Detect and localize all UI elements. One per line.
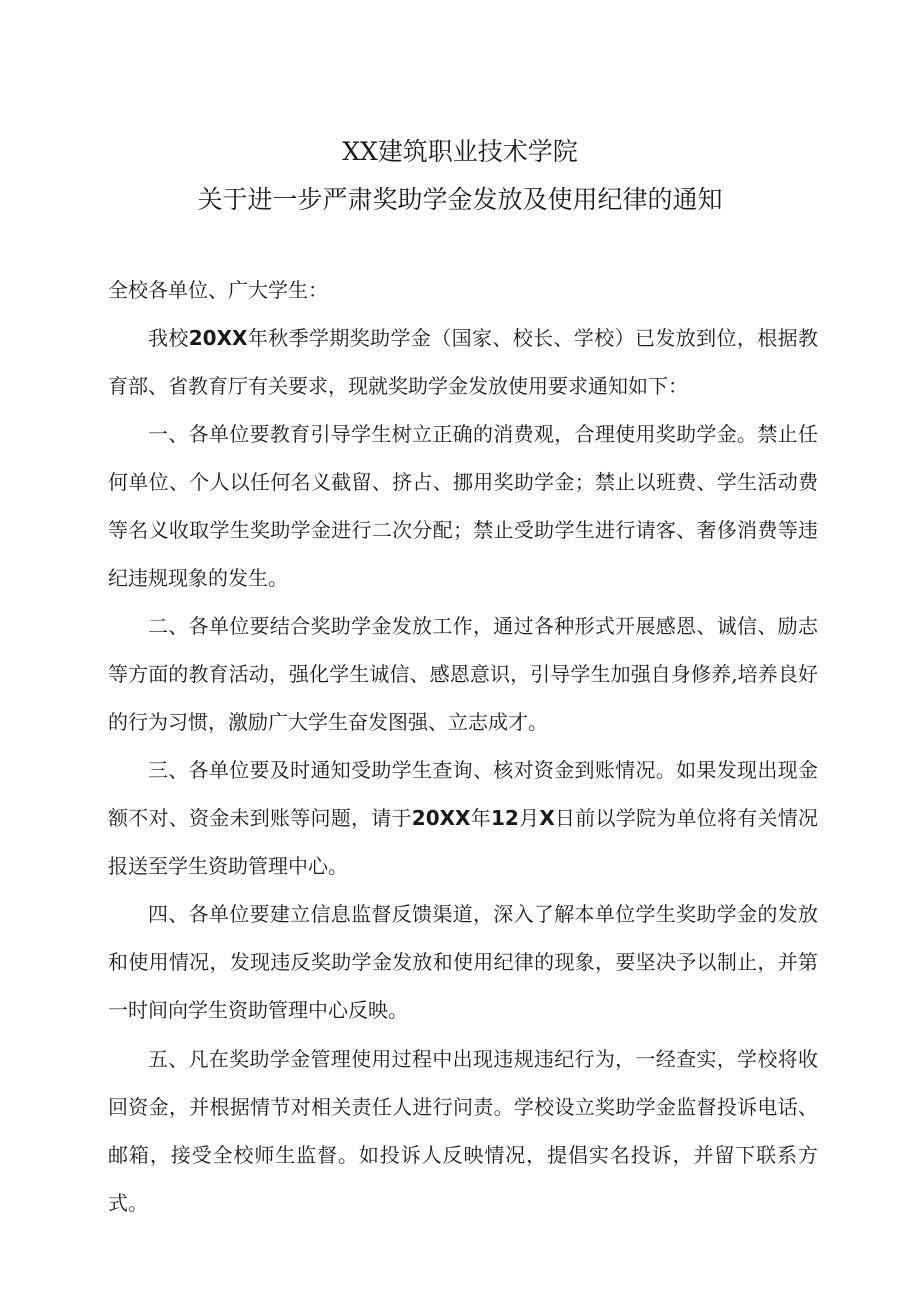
item-3-paragraph <box>108 746 818 890</box>
intro-paragraph <box>108 314 818 410</box>
intro-text-2: 年秋季学期奖助学金（国家、校长、学校）已发放到位，根据教育部、省教育厅有关要求，现就奖助学金发放使用要求通知如下： <box>108 326 819 398</box>
intro-year: 20XX <box>188 326 248 350</box>
item-1-paragraph: 一、各单位要教育引导学生树立正确的消费观，合理使用奖助学金。禁止任何单位、个人以任何名义截留、挤占、挪用奖助学金；禁止以班费、学生活动费等名义收取学生奖助学金进行二次分配；禁止受助学生进行请客、奢侈消费等违纪违规现象的发生。 <box>108 422 818 590</box>
intro-text-1: 我校 <box>148 326 189 350</box>
salutation: 全校各单位、广大学生： <box>108 278 328 302</box>
item-3-text-3: 月 <box>518 806 540 830</box>
item-2-paragraph: 二、各单位要结合奖助学金发放工作，通过各种形式开展感恩、诚信、励志等方面的教育活动，强化学生诚信、感恩意识，引导学生加强自身修养,培养良好的行为习惯，激励广大学生奋发图强、立志成才。 <box>108 614 818 734</box>
item-3-month: 12 <box>490 806 519 830</box>
item-3-text-2: 年 <box>470 806 491 830</box>
item-5-paragraph: 五、凡在奖助学金管理使用过程中出现违规违纪行为，一经查实，学校将收回资金，并根据情节对相关责任人进行问责。学校设立奖助学金监督投诉电话、邮箱，接受全校师生监督。如投诉人反映情况，提倡实名投诉，并留下联系方式。 <box>108 1047 818 1215</box>
item-3-text-4: 日前以学院为单位将有关情况报送至学生资助管理中心。 <box>108 806 819 878</box>
item-4-paragraph: 四、各单位要建立信息监督反馈渠道，深入了解本单位学生奖助学金的发放和使用情况，发现违反奖助学金发放和使用纪律的现象，要坚决予以制止，并第一时间向学生资助管理中心反映。 <box>108 902 818 1022</box>
document-title-institution: XX建筑职业技术学院 <box>342 137 578 166</box>
item-3-text-1: 三、各单位要及时通知受助学生查询、核对资金到账情况。如果发现出现金额不对、资金未到账等问题，请于 <box>108 758 818 830</box>
item-3-day: X <box>539 806 555 830</box>
item-3-year: 20XX <box>411 806 471 830</box>
document-title-notice: 关于进一步严肃奖助学金发放及使用纪律的通知 <box>197 185 723 214</box>
